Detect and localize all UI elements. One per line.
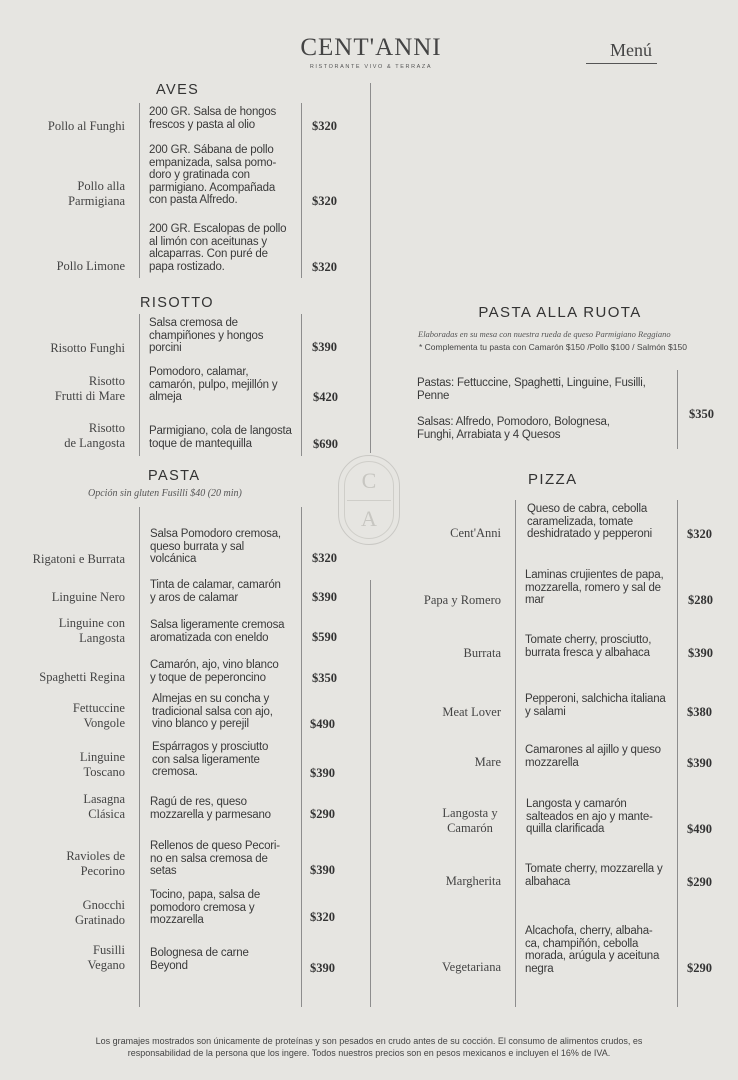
- pasta-gluten-note: Opción sin gluten Fusilli $40 (20 min): [88, 488, 242, 499]
- item-description: Salsa cremosa de champiñones y hongos porcini: [149, 317, 264, 354]
- pizza-divider-right: [677, 500, 678, 1007]
- item-price: $280: [688, 593, 713, 607]
- item-name: Papa y Romero: [423, 593, 501, 607]
- footer-disclaimer: Los gramajes mostrados son únicamente de proteínas y son pesados en crudo antes de su cocción. El consumo de alimentos crudos, es responsabilidad de la persona que los ingere. Todos nuestros precios son en pesos mexicanos e incluyen el 16% de IVA.: [95, 1036, 643, 1058]
- item-name: Burrata: [463, 646, 501, 660]
- item-price: $350: [312, 671, 337, 685]
- item-name: Linguine Toscano: [79, 750, 125, 779]
- item-description: Langosta y camarón salteados en ajo y mante- quilla clarificada: [526, 798, 653, 835]
- item-description: 200 GR. Sábana de pollo empanizada, salsa pomo- doro y gratinada con parmigiano. Acompañada con pasta Alfredo.: [149, 144, 277, 206]
- monogram-emblem: [338, 455, 400, 545]
- monogram-letter-c: C: [361, 468, 377, 493]
- item-price: $590: [312, 630, 337, 644]
- item-description: Pomodoro, calamar, camarón, pulpo, mejillón y almeja: [149, 366, 278, 403]
- item-name: Spaghetti Regina: [39, 670, 125, 684]
- item-name: Pollo alla Parmigiana: [68, 179, 125, 208]
- item-name: Mare: [474, 755, 501, 769]
- center-divider-top: [370, 83, 371, 453]
- section-title-pizza: PIZZA: [528, 471, 578, 488]
- item-name: Lasagna Clásica: [83, 792, 125, 821]
- item-name: Langosta y Camarón: [442, 806, 498, 835]
- item-name: Cent'Anni: [450, 526, 501, 540]
- item-price: $390: [312, 590, 337, 604]
- item-price: $290: [687, 875, 712, 889]
- item-price: $290: [310, 807, 335, 821]
- item-price: $380: [687, 705, 712, 719]
- item-description: Pepperoni, salchicha italiana y salami: [525, 693, 666, 718]
- item-description: Almejas en su concha y tradicional salsa con ajo, vino blanco y perejil: [152, 693, 273, 730]
- item-name: Rigatoni e Burrata: [32, 552, 125, 566]
- ruota-divider: [677, 370, 678, 449]
- item-description: Laminas crujientes de papa, mozzarella, romero y sal de mar: [525, 569, 664, 606]
- item-price: $390: [688, 646, 713, 660]
- ruota-subnote: * Complementa tu pasta con Camarón $150 /Pollo $100 / Salmón $150: [419, 342, 687, 352]
- brand-logo: CENT'ANNI: [300, 34, 442, 61]
- risotto-divider-right: [301, 314, 302, 456]
- item-name: Gnocchi Gratinado: [75, 898, 125, 927]
- item-price: $490: [310, 717, 335, 731]
- item-name: Ravioles de Pecorino: [66, 849, 125, 878]
- item-price: $690: [313, 437, 338, 451]
- ruota-salsas: Salsas: Alfredo, Pomodoro, Bolognesa, Funghi, Arrabiata y 4 Quesos: [417, 416, 610, 441]
- menu-underline: [586, 63, 657, 64]
- item-description: 200 GR. Salsa de hongos frescos y pasta al olio: [149, 106, 277, 131]
- pizza-divider-left: [515, 500, 516, 1007]
- section-title-aves: AVES: [156, 82, 200, 98]
- item-name: Vegetariana: [442, 960, 501, 974]
- item-description: Rellenos de queso Pecori- no en salsa cremosa de setas: [150, 840, 280, 877]
- item-description: Camarón, ajo, vino blanco y toque de peperoncino: [150, 659, 279, 684]
- item-name: Risotto de Langosta: [64, 421, 125, 450]
- item-description: Espárragos y prosciutto con salsa ligeramente cremosa.: [152, 741, 269, 778]
- ruota-note: Elaboradas en su mesa con nuestra rueda de queso Parmigiano Reggiano: [418, 329, 671, 339]
- item-description: Tinta de calamar, camarón y aros de calamar: [150, 579, 281, 604]
- item-price: $390: [310, 863, 335, 877]
- item-price: $320: [687, 527, 712, 541]
- item-price: $390: [310, 961, 335, 975]
- item-price: $320: [312, 119, 337, 133]
- item-name: Pollo Limone: [56, 259, 125, 273]
- item-description: Salsa Pomodoro cremosa, queso burrata y sal volcánica: [150, 528, 281, 565]
- item-name: Linguine con Langosta: [58, 616, 125, 645]
- item-price: $320: [312, 260, 337, 274]
- ruota-pastas: Pastas: Fettuccine, Spaghetti, Linguine, Fusilli, Penne: [417, 377, 646, 402]
- section-title-pasta: PASTA: [148, 468, 201, 484]
- section-title-risotto: RISOTTO: [140, 295, 214, 311]
- risotto-divider-left: [139, 314, 140, 456]
- section-title-ruota: PASTA ALLA RUOTA: [478, 304, 642, 321]
- monogram-letter-a: A: [361, 506, 377, 531]
- ruota-price: $350: [689, 407, 714, 421]
- item-name: Margherita: [445, 874, 501, 888]
- item-description: Queso de cabra, cebolla caramelizada, tomate deshidratado y pepperoni: [527, 503, 652, 540]
- item-description: Tocino, papa, salsa de pomodoro cremosa y mozzarella: [150, 889, 261, 926]
- item-description: Tomate cherry, prosciutto, burrata fresca y albahaca: [525, 634, 652, 659]
- item-description: Camarones al ajillo y queso mozzarella: [525, 744, 661, 769]
- menu-label: Menú: [610, 40, 652, 60]
- item-price: $490: [687, 822, 712, 836]
- aves-divider-right: [301, 103, 302, 278]
- item-description: Tomate cherry, mozzarella y albahaca: [525, 863, 663, 888]
- aves-divider-left: [139, 103, 140, 278]
- item-price: $390: [687, 756, 712, 770]
- item-description: Ragú de res, queso mozzarella y parmesano: [150, 796, 271, 821]
- item-price: $390: [310, 766, 335, 780]
- item-name: Fusilli Vegano: [87, 943, 125, 972]
- item-name: Linguine Nero: [51, 590, 125, 604]
- item-price: $390: [312, 340, 337, 354]
- item-name: Risotto Funghi: [50, 341, 125, 355]
- item-price: $320: [312, 194, 337, 208]
- item-price: $420: [313, 390, 338, 404]
- item-description: Bolognesa de carne Beyond: [150, 947, 249, 972]
- item-name: Fettuccine Vongole: [72, 701, 125, 730]
- item-description: Salsa ligeramente cremosa aromatizada con eneldo: [150, 619, 285, 644]
- item-description: Parmigiano, cola de langosta toque de mantequilla: [149, 425, 292, 450]
- center-divider-bottom: [370, 580, 371, 1007]
- item-name: Meat Lover: [442, 705, 501, 719]
- pasta-divider-right: [301, 507, 302, 1007]
- item-price: $320: [312, 551, 337, 565]
- item-name: Pollo al Funghi: [47, 119, 125, 133]
- item-price: $320: [310, 910, 335, 924]
- item-name: Risotto Frutti di Mare: [54, 374, 125, 403]
- pasta-divider-left: [139, 507, 140, 1007]
- item-description: 200 GR. Escalopas de pollo al limón con aceitunas y alcaparras. Con puré de papa rostizado.: [149, 223, 287, 273]
- item-description: Alcachofa, cherry, albaha- ca, champiñón, cebolla morada, arúgula y aceituna negra: [525, 925, 660, 975]
- brand-tagline: RISTORANTE VIVO & TERRAZA: [309, 64, 433, 70]
- item-price: $290: [687, 961, 712, 975]
